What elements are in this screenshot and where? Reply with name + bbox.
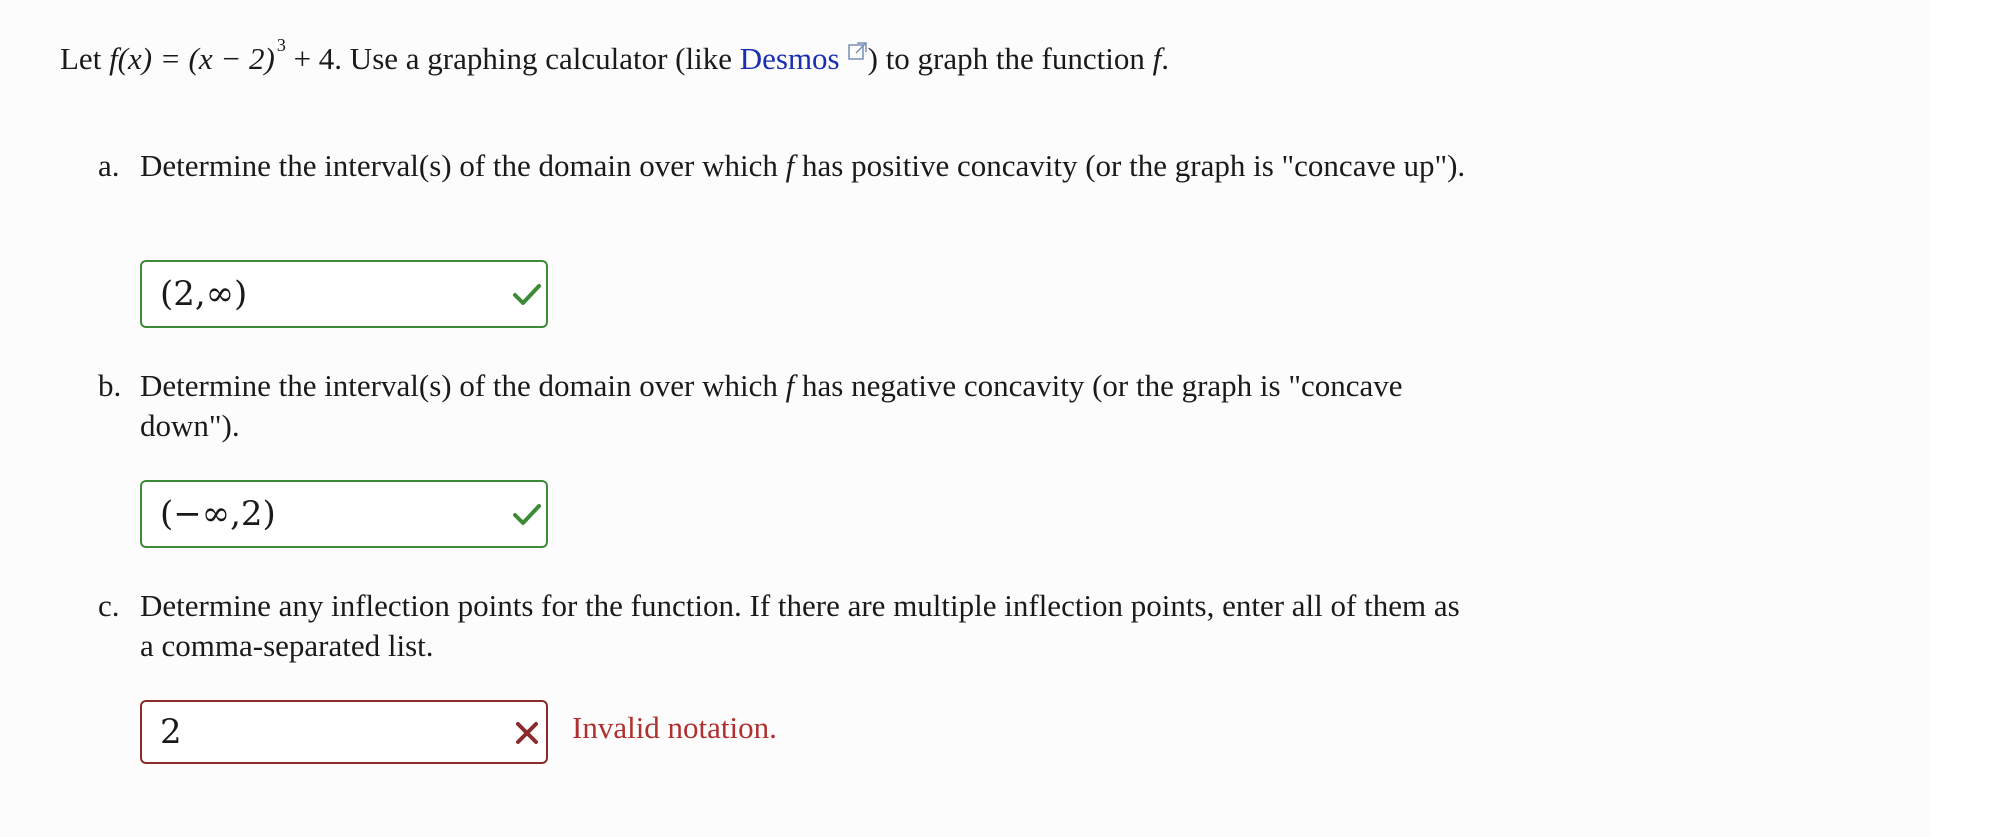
function-definition: f(x) = (x − 2): [109, 41, 275, 76]
part-text-after: has positive concavity (or the graph is "concave up").: [794, 148, 1466, 183]
intro-lead: Let: [60, 41, 110, 76]
part-letter: a.: [98, 148, 120, 183]
intro-after-link: ) to graph the function: [867, 41, 1153, 76]
part-letter: c.: [98, 588, 120, 623]
answer-field-c[interactable]: [140, 700, 548, 764]
check-icon: [512, 498, 542, 530]
question-intro: [60, 36, 1169, 86]
x-icon: [512, 716, 542, 748]
function-exponent: 3: [276, 35, 286, 55]
answer-value: (2,∞): [160, 274, 248, 314]
f-symbol: f: [1152, 41, 1162, 76]
desmos-link[interactable]: Desmos: [739, 41, 840, 76]
intro-end: .: [1161, 41, 1169, 76]
invalid-notation-message: Invalid notation.: [572, 710, 777, 745]
f-symbol: f: [785, 148, 795, 183]
part-text-before: Determine the interval(s) of the domain over which: [140, 368, 786, 403]
part-b-prompt: [98, 366, 1478, 446]
answer-field-a[interactable]: [140, 260, 548, 328]
external-link-icon[interactable]: [848, 28, 868, 48]
part-a-prompt: [98, 146, 1478, 186]
answer-value: 2: [160, 712, 182, 752]
check-icon: [512, 278, 542, 310]
part-text-after: has negative concavity (or the graph is "concave down").: [140, 368, 1403, 443]
intro-tail: + 4. Use a graphing calculator (like: [285, 41, 740, 76]
part-c-prompt: [98, 586, 1478, 666]
part-letter: b.: [98, 368, 122, 403]
part-text-before: Determine the interval(s) of the domain over which: [140, 148, 786, 183]
answer-value: (−∞,2): [160, 494, 276, 534]
answer-field-b[interactable]: [140, 480, 548, 548]
f-symbol: f: [785, 368, 795, 403]
part-text: Determine any inflection points for the function. If there are multiple inflection points, enter all of them as a comma-separated list.: [140, 588, 1460, 663]
